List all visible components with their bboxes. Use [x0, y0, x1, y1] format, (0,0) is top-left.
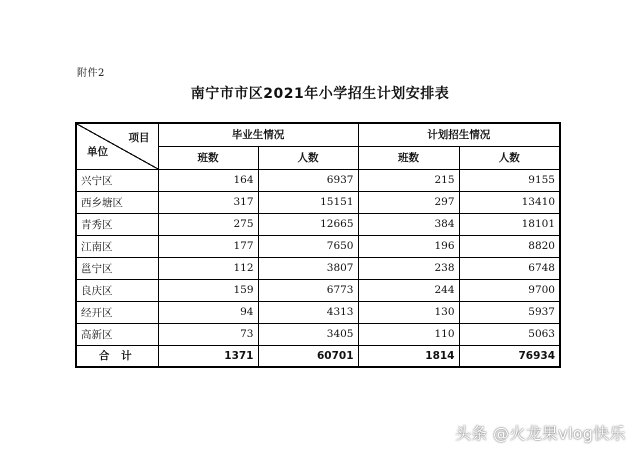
cell-plan-classes: 215	[358, 169, 459, 191]
cell-total-grad-people: 60701	[258, 345, 358, 367]
cell-plan-people: 5063	[459, 323, 560, 345]
cell-grad-classes: 112	[158, 257, 258, 279]
cell-plan-people: 13410	[459, 191, 560, 213]
table-row	[76, 257, 560, 279]
cell-unit: 良庆区	[76, 279, 158, 301]
table-row	[76, 235, 560, 257]
cell-grad-people: 6937	[258, 169, 358, 191]
table-row	[76, 191, 560, 213]
header-grad-classes: 班数	[158, 146, 258, 169]
cell-grad-classes: 275	[158, 213, 258, 235]
table-row	[76, 279, 560, 301]
header-plan-people: 人数	[459, 146, 560, 169]
cell-plan-classes: 238	[358, 257, 459, 279]
cell-plan-people: 5937	[459, 301, 560, 323]
table-row	[76, 213, 560, 235]
cell-grad-people: 15151	[258, 191, 358, 213]
table-row	[76, 323, 560, 345]
cell-grad-people: 7650	[258, 235, 358, 257]
cell-grad-people: 4313	[258, 301, 358, 323]
table-row	[76, 169, 560, 191]
cell-total-label: 合 计	[76, 345, 158, 367]
cell-grad-people: 12665	[258, 213, 358, 235]
attachment-label: 附件2	[77, 68, 105, 79]
cell-unit: 江南区	[76, 235, 158, 257]
document-title: 南宁市市区2021年小学招生计划安排表	[190, 86, 450, 102]
cell-unit: 青秀区	[76, 213, 158, 235]
cell-grad-classes: 164	[158, 169, 258, 191]
cell-unit: 西乡塘区	[76, 191, 158, 213]
header-corner-cell	[76, 123, 158, 169]
cell-plan-classes: 384	[358, 213, 459, 235]
header-plan: 计划招生情况	[358, 123, 560, 146]
cell-grad-people: 3405	[258, 323, 358, 345]
cell-plan-people: 8820	[459, 235, 560, 257]
cell-grad-classes: 159	[158, 279, 258, 301]
cell-grad-classes: 317	[158, 191, 258, 213]
cell-plan-people: 18101	[459, 213, 560, 235]
cell-grad-people: 6773	[258, 279, 358, 301]
cell-plan-classes: 130	[358, 301, 459, 323]
cell-plan-classes: 196	[358, 235, 459, 257]
header-graduates: 毕业生情况	[158, 123, 358, 146]
cell-total-plan-people: 76934	[459, 345, 560, 367]
table-row	[76, 301, 560, 323]
cell-unit: 邕宁区	[76, 257, 158, 279]
cell-unit: 高新区	[76, 323, 158, 345]
watermark-text: 头条 @火龙果vlog快乐	[455, 424, 626, 443]
cell-unit: 经开区	[76, 301, 158, 323]
header-plan-classes: 班数	[358, 146, 459, 169]
cell-unit: 兴宁区	[76, 169, 158, 191]
header-row-groups	[76, 123, 560, 146]
cell-plan-people: 9700	[459, 279, 560, 301]
cell-grad-classes: 73	[158, 323, 258, 345]
total-row	[76, 345, 560, 367]
cell-plan-people: 6748	[459, 257, 560, 279]
cell-grad-people: 3807	[258, 257, 358, 279]
corner-label-unit: 单位	[87, 145, 108, 158]
enrollment-plan-table	[75, 122, 561, 368]
cell-plan-classes: 297	[358, 191, 459, 213]
cell-grad-classes: 94	[158, 301, 258, 323]
cell-plan-people: 9155	[459, 169, 560, 191]
cell-total-plan-classes: 1814	[358, 345, 459, 367]
header-grad-people: 人数	[258, 146, 358, 169]
corner-label-item: 项目	[128, 132, 150, 144]
cell-plan-classes: 110	[358, 323, 459, 345]
cell-plan-classes: 244	[358, 279, 459, 301]
cell-total-grad-classes: 1371	[158, 345, 258, 367]
cell-grad-classes: 177	[158, 235, 258, 257]
